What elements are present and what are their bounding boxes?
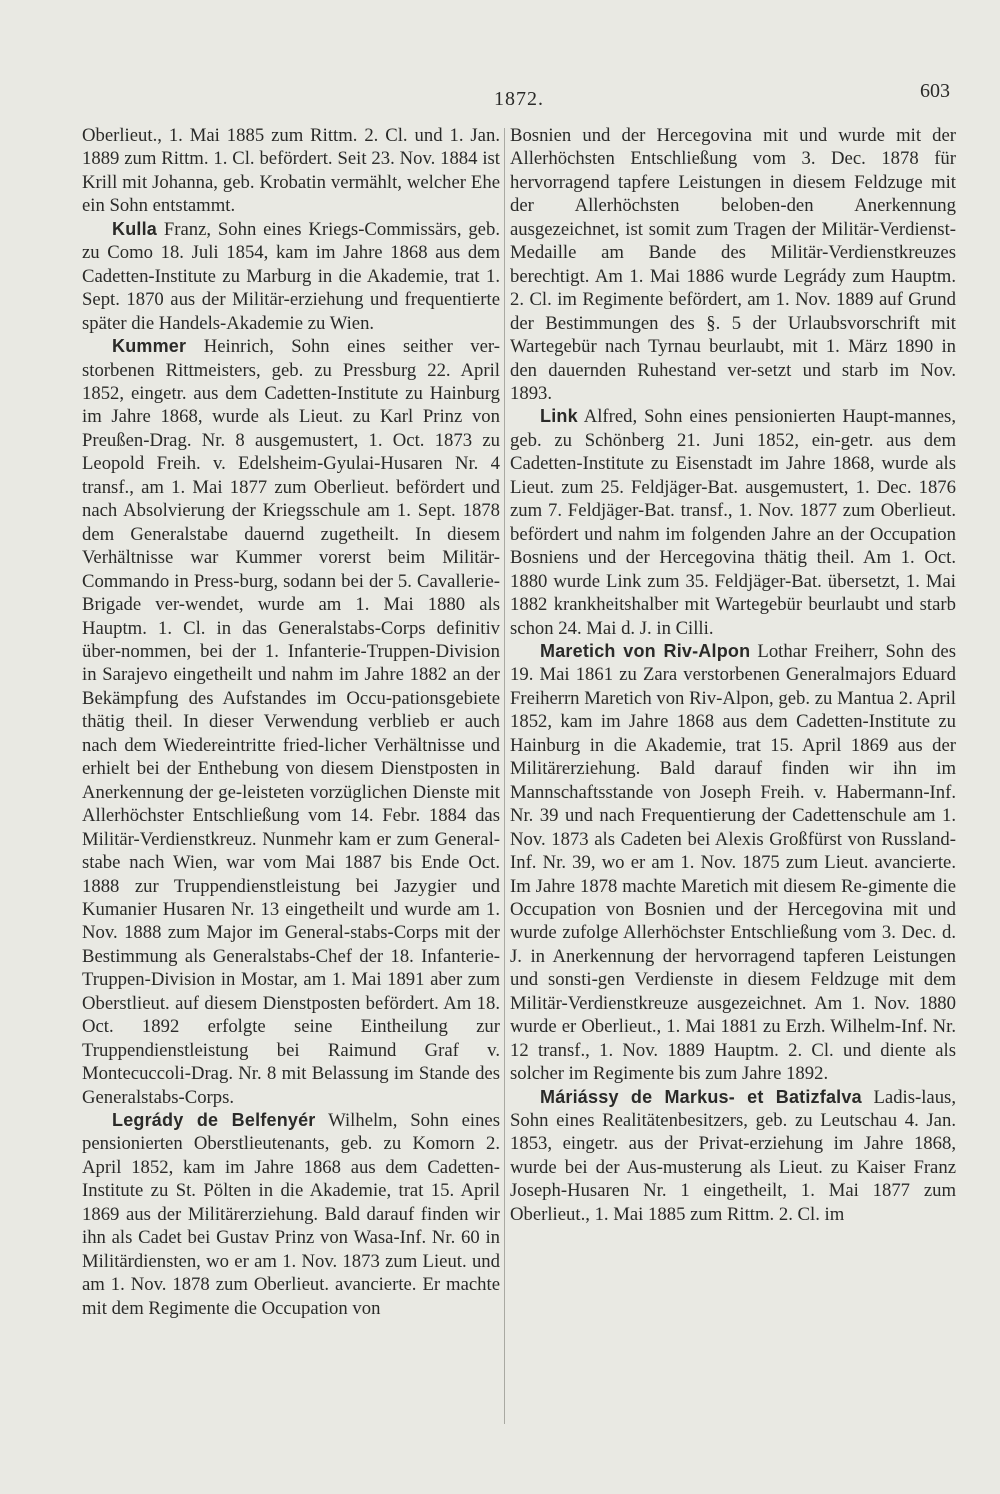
paragraph-text: Oberlieut., 1. Mai 1885 zum Rittm. 2. Cl. und 1. Jan. 1889 zum Rittm. 1. Cl. befördert. Seit 23. Nov. 1884 ist Krill mit Johanna, geb. Krobatin vermählt, welcher Ehe ein Sohn entstammt. bbox=[82, 125, 500, 217]
entry-name: Maretich von Riv-Alpon bbox=[540, 640, 751, 661]
entry-mariassy bbox=[510, 1086, 956, 1227]
entry-name: Legrády de Belfenyér bbox=[112, 1110, 316, 1131]
entry-name: Link bbox=[540, 406, 578, 427]
entry-link bbox=[510, 405, 956, 640]
paragraph-text: Bosnien und der Hercegovina mit und wurde mit der Allerhöchsten Entschließung vom 3. Dec. 1878 für hervorragend tapfere Leistungen in diesem Feldzuge mit der Allerhöchsten beloben-den Anerkennung ausgezeichnet, ist somit zum Tragen der Militär-Verdienst-Medaille am Bande des Militär-Verdienstkreuzes berechtigt. Am 1. Mai 1886 wurde Legrády zum Hauptm. 2. Cl. im Regimente befördert, am 1. Nov. 1889 auf Grund der Bestimmungen des §. 5 der Urlaubsvorschrift mit Wartegebür nach Tyrnau beurlaubt, mit 1. März 1890 in den dauernden Ruhestand ver-setzt und starb im Nov. 1893. bbox=[510, 125, 956, 404]
entry-name: Kulla bbox=[112, 218, 158, 239]
column-divider bbox=[504, 128, 505, 1424]
entry-text: Franz, Sohn eines Kriegs-Commissärs, geb. zu Como 18. Juli 1854, kam im Jahre 1868 aus dem Cadetten-Institute zu Marburg in die Akademie, trat 1. Sept. 1870 aus der Militär-erziehung und frequentierte später die Handels-Akademie zu Wien. bbox=[82, 218, 500, 334]
entry-maretich bbox=[510, 640, 956, 1086]
paragraph-continuation bbox=[510, 124, 956, 405]
right-column bbox=[510, 124, 956, 1226]
entry-kummer bbox=[82, 335, 500, 1109]
entry-text: Ladis-laus, Sohn eines Realitätenbesitzers, geb. zu Leutschau 4. Jan. 1853, eingetr. aus der Privat-erziehung im Jahre 1868, wurde bei der Aus-musterung als Lieut. zu Kaiser Franz Joseph-Husaren Nr. 1 eingetheilt, 1. Mai 1877 zum Oberlieut., 1. Mai 1885 zum Rittm. 2. Cl. im bbox=[510, 1086, 956, 1225]
entry-name: Kummer bbox=[112, 336, 187, 357]
entry-text: Alfred, Sohn eines pensionierten Haupt-mannes, geb. zu Schönberg 21. Juni 1852, ein-getr. aus dem Cadetten-Institute zu Eisenstadt im Jahre 1868, wurde als Lieut. zum 25. Feldjäger-Bat. ausgemustert, 1. Dec. 1876 zum 7. Feldjäger-Bat. transf., 1. Nov. 1877 zum Oberlieut. befördert und nahm im folgenden Jahre an der Occupation Bosniens und der Hercegovina thätig theil. Am 1. Oct. 1880 wurde Link zum 35. Feldjäger-Bat. übersetzt, 1. Mai 1882 krankheitshalber mit Wartegebür beurlaubt und starb schon 24. Mai d. J. in Cilli. bbox=[510, 406, 956, 639]
left-column bbox=[82, 124, 500, 1320]
running-header bbox=[0, 80, 1000, 110]
entry-text: Wilhelm, Sohn eines pensionierten Oberstlieutenants, geb. zu Komorn 2. April 1852, kam im Jahre 1868 aus dem Cadetten-Institute zu St. Pölten in die Akademie, trat 15. April 1869 aus der Militärerziehung. Bald darauf finden wir ihn als Cadet bei Gustav Prinz von Wasa-Inf. Nr. 60 in Militärdiensten, wo er am 1. Nov. 1873 zum Lieut. und am 1. Nov. 1878 zum Oberlieut. avancierte. Er machte mit dem Regimente die Occupation von bbox=[82, 1110, 500, 1319]
header-year: 1872. bbox=[494, 88, 544, 110]
entry-legrady bbox=[82, 1109, 500, 1320]
entry-name: Máriássy de Markus- et Batizfalva bbox=[540, 1086, 862, 1107]
entry-kulla bbox=[82, 218, 500, 335]
entry-text: Heinrich, Sohn eines seither ver-storbenen Rittmeisters, geb. zu Pressburg 22. April 1852, eingetr. aus dem Cadetten-Institute zu Hainburg im Jahre 1868, wurde als Lieut. zu Karl Prinz von Preußen-Drag. Nr. 8 ausgemustert, 1. Oct. 1873 zu Leopold Freih. v. Edelsheim-Gyulai-Husaren Nr. 4 transf., am 1. Mai 1877 zum Oberlieut. befördert und nach Absolvierung der Kriegsschule am 1. Sept. 1878 dem Generalstabe dauernd zugetheilt. In diesem Verhältnisse war Kummer vorerst beim Militär-Commando in Press-burg, sodann bei der 5. Cavallerie-Brigade ver-wendet, wurde am 1. Mai 1880 als Hauptm. 1. Cl. in das Generalstabs-Corps definitiv über-nommen, bei der 1. Infanterie-Truppen-Division in Sarajevo eingetheilt und nahm im Jahre 1882 an der Bekämpfung des Aufstandes im Occu-pationsgebiete thätig theil. In dieser Verwendung verblieb er auch nach dem Wiedereintritte fried-licher Verhältnisse und erhielt bei der Enthebung von diesem Dienstposten in Anerkennung der ge-leisteten vorzüglichen Dienste mit Allerhöchster Entschließung vom 14. Febr. 1884 das Militär-Verdienstkreuz. Nunmehr kam er zum General-stabe nach Wien, war vom Mai 1887 bis Ende Oct. 1888 zur Truppendienstleistung bei Jazygier und Kumanier Husaren Nr. 13 eingetheilt und wurde am 1. Nov. 1888 zum Major im General-stabs-Corps mit der Bestimmung als Generalstabs-Chef der 18. Infanterie-Truppen-Division in Mostar, am 1. Mai 1891 aber zum Oberstlieut. auf diesem Dienstposten befördert. Am 18. Oct. 1892 erfolgte seine Eintheilung zur Truppendienstleistung bei Raimund Graf v. Montecuccoli-Drag. Nr. 8 mit Belassung im Stande des Generalstabs-Corps. bbox=[82, 336, 500, 1108]
entry-text: Lothar Freiherr, Sohn des 19. Mai 1861 zu Zara verstorbenen Generalmajors Eduard Freiherrn Maretich von Riv-Alpon, geb. zu Mantua 2. April 1852, kam im Jahre 1868 aus dem Cadetten-Institute zu Hainburg in die Akademie, trat 15. April 1869 aus der Militärerziehung. Bald darauf finden wir ihn im Mannschaftsstande von Joseph Freih. v. Habermann-Inf. Nr. 39 und nach Frequentierung der Cadettenschule am 1. Nov. 1873 als Cadeten bei Alexis Großfürst von Russland-Inf. Nr. 39, wo er am 1. Nov. 1875 zum Lieut. avancierte. Im Jahre 1878 machte Maretich mit diesem Re-gimente die Occupation von Bosnien und der Hercegovina mit und wurde zufolge Allerhöchster Entschließung vom 3. Dec. d. J. in Anerkennung der hervorragend tapferen Leistungen und sonsti-gen Verdienste in diesem Feldzuge mit dem Militär-Verdienstkreuze ausgezeichnet. Am 1. Nov. 1880 wurde er Oberlieut., 1. Mai 1881 zu Erzh. Wilhelm-Inf. Nr. 12 transf., 1. Nov. 1889 Hauptm. 2. Cl. und diente als solcher im Regimente bis zum Jahre 1892. bbox=[510, 640, 956, 1085]
page-number: 603 bbox=[920, 80, 950, 102]
paragraph-continuation bbox=[82, 124, 500, 218]
